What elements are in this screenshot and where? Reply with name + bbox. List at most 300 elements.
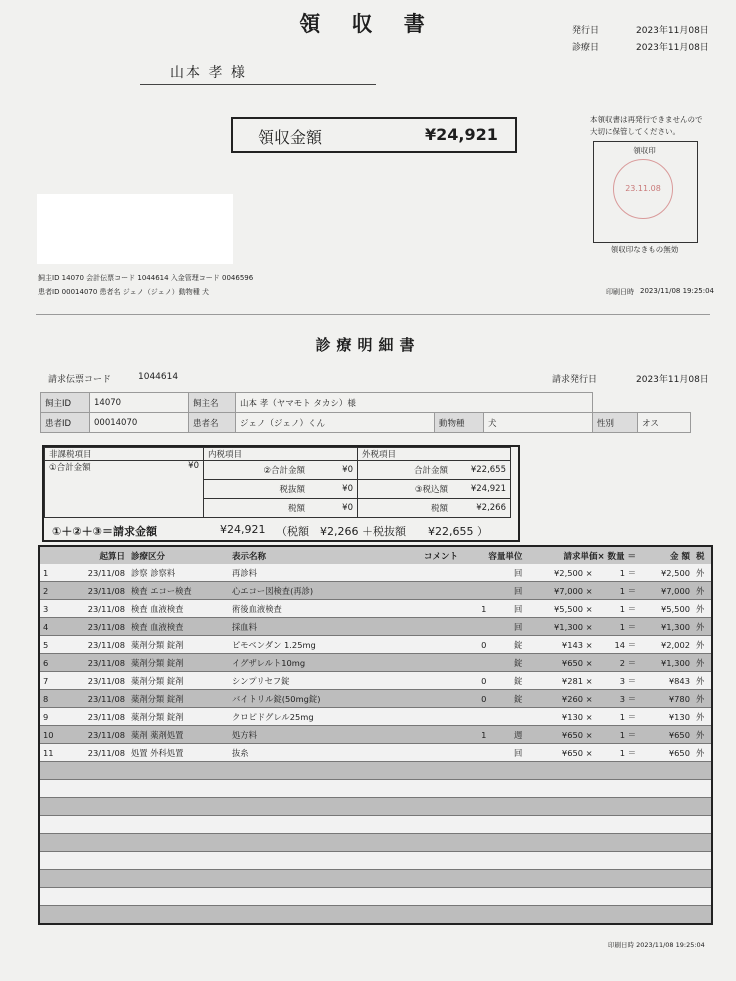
row-amount: ¥780: [639, 690, 693, 708]
row-date: 23/11/08: [60, 708, 128, 726]
empty-row: [39, 834, 712, 852]
empty-row: [39, 798, 712, 816]
col-unit: 容量単位: [461, 546, 525, 564]
row-unit: 週: [489, 726, 525, 744]
row-unit: 回: [489, 744, 525, 762]
empty-row: [39, 888, 712, 906]
row-qty-unit: [461, 564, 489, 582]
empty-row: [39, 852, 712, 870]
row-comment: [355, 762, 461, 780]
row-category: [128, 798, 229, 816]
row-comment: [355, 600, 461, 618]
row-price: [525, 870, 595, 888]
row-name: 術後血液検査: [229, 600, 355, 618]
nontax-cell: [45, 461, 204, 518]
row-price: [525, 852, 595, 870]
row-name: [229, 852, 355, 870]
row-category: 薬剤分類 錠剤: [128, 708, 229, 726]
row-amount: ¥650: [639, 744, 693, 762]
species-label: 動物種: [435, 413, 484, 433]
row-category: [128, 888, 229, 906]
row-qty: 1 ＝: [596, 618, 639, 636]
row-qty-unit: [461, 762, 489, 780]
row-unit: 回: [489, 564, 525, 582]
row-unit: [489, 888, 525, 906]
row-comment: [355, 690, 461, 708]
table-row: [39, 708, 712, 726]
visit-date: 2023年11月08日: [636, 43, 709, 53]
row-amount: ¥1,300: [639, 654, 693, 672]
row-price: ¥281 ×: [525, 672, 595, 690]
row-no: [39, 906, 60, 925]
row-unit: 回: [489, 582, 525, 600]
row-tax: [693, 870, 712, 888]
row-name: [229, 906, 355, 925]
row-qty: [596, 870, 639, 888]
row-amount: [639, 870, 693, 888]
row-no: [39, 888, 60, 906]
row-qty: 3 ＝: [596, 690, 639, 708]
grand-total-line: [44, 519, 518, 540]
row-unit: [489, 762, 525, 780]
row-unit: [489, 708, 525, 726]
row-category: [128, 780, 229, 798]
owner-id-label: 飼主ID: [41, 393, 90, 413]
row-qty-unit: 1: [461, 726, 489, 744]
row-tax: 外: [693, 708, 712, 726]
receipt-title: 領 収 書: [299, 12, 437, 36]
row-amount: [639, 762, 693, 780]
row-qty: [596, 906, 639, 925]
patient-info-table: [40, 392, 691, 433]
row-qty: [596, 816, 639, 834]
print-time: 2023/11/08 19:25:04: [640, 287, 715, 295]
empty-row: [39, 762, 712, 780]
row-tax: 外: [693, 636, 712, 654]
row-comment: [355, 726, 461, 744]
row-name: 再診料: [229, 564, 355, 582]
nontax-total: ¥0: [188, 461, 199, 471]
row-unit: [489, 852, 525, 870]
outer-tax-label: 税額: [358, 499, 453, 518]
row-no: 6: [39, 654, 60, 672]
patient-name: ジェノ（ジェノ）くん: [236, 413, 435, 433]
row-tax: 外: [693, 582, 712, 600]
stamp-seal: 23.11.08: [613, 159, 673, 219]
row-amount: [639, 780, 693, 798]
redacted-area: [37, 194, 233, 264]
row-date: [60, 762, 128, 780]
row-category: 検査 エコー検査: [128, 582, 229, 600]
row-unit: [489, 834, 525, 852]
row-name: [229, 780, 355, 798]
row-amount: [639, 798, 693, 816]
row-qty-unit: [461, 852, 489, 870]
owner-name: 山本 孝（ヤマモト タカシ）様: [236, 393, 593, 413]
outer-head: 外税項目: [358, 448, 511, 461]
row-qty: 1 ＝: [596, 600, 639, 618]
stamp-note: 領収印なきもの無効: [610, 245, 679, 254]
row-qty-unit: [461, 798, 489, 816]
row-comment: [355, 906, 461, 925]
row-category: 薬剤分類 錠剤: [128, 654, 229, 672]
row-no: [39, 780, 60, 798]
row-unit: 回: [489, 600, 525, 618]
row-date: [60, 888, 128, 906]
outer-incl: ¥24,921: [452, 480, 511, 499]
row-qty: 1 ＝: [596, 564, 639, 582]
row-no: [39, 762, 60, 780]
owner-id: 14070: [90, 393, 189, 413]
row-name: イグザレルト10mg: [229, 654, 355, 672]
row-tax: [693, 888, 712, 906]
row-no: 9: [39, 708, 60, 726]
row-name: 採血料: [229, 618, 355, 636]
row-qty: 1 ＝: [596, 582, 639, 600]
row-price: [525, 762, 595, 780]
row-name: [229, 834, 355, 852]
col-price-qty: 請求単価× 数量 ＝: [525, 546, 639, 564]
inner-tax: ¥0: [309, 499, 358, 518]
row-name: [229, 798, 355, 816]
tax-summary-table: [44, 447, 511, 518]
row-date: [60, 798, 128, 816]
inner-tax-label: 税額: [204, 499, 310, 518]
footer-print-label: 印刷日時: [608, 941, 634, 949]
col-name: 表示名称: [229, 546, 355, 564]
footer-print-value: 2023/11/08 19:25:04: [636, 941, 705, 949]
row-date: [60, 780, 128, 798]
row-amount: ¥650: [639, 726, 693, 744]
table-row: [39, 654, 712, 672]
row-qty: 2 ＝: [596, 654, 639, 672]
row-price: ¥650 ×: [525, 726, 595, 744]
row-date: 23/11/08: [60, 636, 128, 654]
row-category: [128, 834, 229, 852]
row-no: 4: [39, 618, 60, 636]
row-category: [128, 852, 229, 870]
col-comment: コメント: [355, 546, 461, 564]
reissue-note-line2: 大切に保管してください。: [590, 127, 680, 136]
grand-total-label: ①＋②＋③＝請求金額: [52, 525, 157, 538]
ids-line2: 患者ID 00014070 患者名 ジェノ（ジェノ）動物種 犬: [38, 288, 209, 296]
row-price: ¥1,300 ×: [525, 618, 595, 636]
row-price: ¥7,000 ×: [525, 582, 595, 600]
row-date: 23/11/08: [60, 672, 128, 690]
row-category: [128, 816, 229, 834]
row-qty-unit: [461, 780, 489, 798]
row-tax: [693, 780, 712, 798]
row-date: [60, 906, 128, 925]
row-unit: [489, 906, 525, 925]
outer-total: ¥22,655: [452, 461, 511, 480]
row-no: 3: [39, 600, 60, 618]
amount-label: 領収金額: [258, 128, 323, 147]
sex: オス: [638, 413, 691, 433]
row-qty: [596, 798, 639, 816]
row-qty: 1 ＝: [596, 744, 639, 762]
row-category: 処置 外科処置: [128, 744, 229, 762]
row-amount: ¥5,500: [639, 600, 693, 618]
row-qty-unit: [461, 870, 489, 888]
reissue-note: [590, 114, 703, 138]
table-row: [39, 672, 712, 690]
row-no: 2: [39, 582, 60, 600]
row-price: ¥130 ×: [525, 708, 595, 726]
addressee: 山本 孝 様: [170, 65, 247, 81]
row-qty-unit: [461, 834, 489, 852]
invoice-code-label: 請求伝票コード: [48, 375, 112, 385]
row-name: シンプリセフ錠: [229, 672, 355, 690]
row-category: 薬剤分類 錠剤: [128, 690, 229, 708]
col-date: 起算日: [60, 546, 128, 564]
table-row: [39, 618, 712, 636]
row-date: 23/11/08: [60, 690, 128, 708]
row-price: ¥260 ×: [525, 690, 595, 708]
row-tax: [693, 816, 712, 834]
row-amount: ¥2,002: [639, 636, 693, 654]
row-amount: [639, 888, 693, 906]
row-name: [229, 870, 355, 888]
grand-total-breakdown: （税額 ¥2,266 ＋税抜額 ¥22,655 ）: [276, 525, 488, 538]
table-row: [39, 726, 712, 744]
row-unit: [489, 870, 525, 888]
outer-incl-label: ③税込額: [358, 480, 453, 499]
owner-name-label: 飼主名: [189, 393, 236, 413]
table-row: [39, 690, 712, 708]
inner-total-label: ②合計金額: [204, 461, 310, 480]
row-date: [60, 816, 128, 834]
row-tax: [693, 852, 712, 870]
row-qty-unit: 0: [461, 672, 489, 690]
invoice-code: 1044614: [138, 372, 179, 382]
row-no: 7: [39, 672, 60, 690]
row-tax: 外: [693, 564, 712, 582]
row-name: クロピドグレル25mg: [229, 708, 355, 726]
row-tax: [693, 762, 712, 780]
empty-row: [39, 906, 712, 925]
row-comment: [355, 888, 461, 906]
row-qty-unit: 0: [461, 636, 489, 654]
row-name: 処方料: [229, 726, 355, 744]
row-qty-unit: [461, 618, 489, 636]
row-comment: [355, 852, 461, 870]
row-amount: [639, 906, 693, 925]
row-category: [128, 906, 229, 925]
row-qty: [596, 888, 639, 906]
ids-line1: 飼主ID 14070 会計伝票コード 1044614 入金管理コード 0046596: [38, 274, 254, 282]
row-amount: ¥7,000: [639, 582, 693, 600]
row-tax: 外: [693, 654, 712, 672]
row-no: [39, 834, 60, 852]
row-category: 診察 診察料: [128, 564, 229, 582]
row-qty: [596, 834, 639, 852]
row-comment: [355, 744, 461, 762]
row-comment: [355, 636, 461, 654]
row-name: [229, 816, 355, 834]
row-comment: [355, 834, 461, 852]
row-no: [39, 798, 60, 816]
col-amount: 金 額: [639, 546, 693, 564]
issue-date-label: 発行日: [572, 26, 600, 36]
row-comment: [355, 816, 461, 834]
row-no: 5: [39, 636, 60, 654]
row-qty: 1 ＝: [596, 726, 639, 744]
table-row: [39, 636, 712, 654]
row-name: [229, 762, 355, 780]
outer-total-label: 合計金額: [358, 461, 453, 480]
row-amount: [639, 816, 693, 834]
row-comment: [355, 798, 461, 816]
row-unit: 回: [489, 618, 525, 636]
row-unit: 錠: [489, 654, 525, 672]
row-price: ¥2,500 ×: [525, 564, 595, 582]
row-category: 検査 血液検査: [128, 618, 229, 636]
row-tax: [693, 798, 712, 816]
row-price: [525, 906, 595, 925]
row-price: ¥5,500 ×: [525, 600, 595, 618]
row-price: [525, 780, 595, 798]
row-qty-unit: [461, 582, 489, 600]
nontax-total-label: ①合計金額: [49, 463, 91, 473]
row-no: 1: [39, 564, 60, 582]
row-comment: [355, 870, 461, 888]
row-price: [525, 888, 595, 906]
row-unit: 錠: [489, 672, 525, 690]
row-qty: 3 ＝: [596, 672, 639, 690]
row-date: 23/11/08: [60, 726, 128, 744]
row-no: 10: [39, 726, 60, 744]
row-price: ¥143 ×: [525, 636, 595, 654]
visit-date-label: 診療日: [572, 43, 600, 53]
row-date: [60, 834, 128, 852]
outer-tax: ¥2,266: [452, 499, 511, 518]
row-date: 23/11/08: [60, 618, 128, 636]
stamp-title: 領収印: [633, 146, 656, 155]
row-category: 薬剤分類 錠剤: [128, 672, 229, 690]
row-tax: 外: [693, 690, 712, 708]
row-name: バイトリル錠(50mg錠): [229, 690, 355, 708]
row-comment: [355, 672, 461, 690]
section-divider: [36, 314, 710, 315]
row-category: [128, 762, 229, 780]
row-category: [128, 870, 229, 888]
row-qty: 1 ＝: [596, 708, 639, 726]
row-unit: [489, 816, 525, 834]
row-comment: [355, 780, 461, 798]
row-no: [39, 870, 60, 888]
sex-label: 性別: [593, 413, 638, 433]
row-no: [39, 816, 60, 834]
row-tax: [693, 906, 712, 925]
row-tax: 外: [693, 726, 712, 744]
row-amount: ¥843: [639, 672, 693, 690]
row-no: 11: [39, 744, 60, 762]
row-qty-unit: [461, 654, 489, 672]
row-no: [39, 852, 60, 870]
invoice-issue-date: 2023年11月08日: [636, 375, 709, 385]
inner-excl: ¥0: [309, 480, 358, 499]
row-comment: [355, 654, 461, 672]
col-no: [39, 546, 60, 564]
row-tax: 外: [693, 618, 712, 636]
row-comment: [355, 582, 461, 600]
table-row: [39, 564, 712, 582]
row-amount: ¥130: [639, 708, 693, 726]
row-category: 薬剤 薬剤処置: [128, 726, 229, 744]
table-row: [39, 600, 712, 618]
detail-title: 診療明細書: [315, 336, 421, 354]
row-comment: [355, 618, 461, 636]
row-date: 23/11/08: [60, 582, 128, 600]
row-date: 23/11/08: [60, 600, 128, 618]
row-price: ¥650 ×: [525, 744, 595, 762]
patient-name-label: 患者名: [189, 413, 236, 433]
row-qty-unit: [461, 744, 489, 762]
row-price: [525, 816, 595, 834]
grand-total-value: ¥24,921: [220, 523, 266, 536]
row-amount: [639, 834, 693, 852]
row-name: ピモベンダン 1.25mg: [229, 636, 355, 654]
row-date: [60, 870, 128, 888]
empty-row: [39, 780, 712, 798]
row-qty: [596, 762, 639, 780]
print-time-label: 印刷日時: [606, 288, 634, 296]
row-unit: 錠: [489, 636, 525, 654]
row-price: [525, 834, 595, 852]
inner-excl-label: 税抜額: [204, 480, 310, 499]
row-tax: 外: [693, 600, 712, 618]
inner-total: ¥0: [309, 461, 358, 480]
addressee-underline: [140, 84, 376, 85]
row-qty-unit: 1: [461, 600, 489, 618]
row-tax: 外: [693, 672, 712, 690]
col-category: 診療区分: [128, 546, 229, 564]
row-comment: [355, 564, 461, 582]
row-tax: [693, 834, 712, 852]
row-amount: [639, 852, 693, 870]
row-qty-unit: 0: [461, 690, 489, 708]
amount-value: ¥24,921: [425, 125, 498, 144]
invoice-issue-label: 請求発行日: [552, 375, 598, 385]
row-qty-unit: [461, 708, 489, 726]
row-unit: [489, 798, 525, 816]
row-qty: [596, 780, 639, 798]
table-row: [39, 582, 712, 600]
row-unit: [489, 780, 525, 798]
reissue-note-line1: 本領収書は再発行できませんので: [590, 115, 703, 124]
inner-head: 内税項目: [204, 448, 358, 461]
items-table: [38, 545, 713, 925]
row-amount: ¥1,300: [639, 618, 693, 636]
nontax-head: 非課税項目: [45, 448, 204, 461]
patient-id-label: 患者ID: [41, 413, 90, 433]
col-tax: 税: [693, 546, 712, 564]
row-no: 8: [39, 690, 60, 708]
items-body: [39, 564, 712, 924]
row-date: 23/11/08: [60, 744, 128, 762]
row-name: 抜糸: [229, 744, 355, 762]
row-category: 検査 血液検査: [128, 600, 229, 618]
row-date: [60, 852, 128, 870]
patient-id: 00014070: [90, 413, 189, 433]
row-amount: ¥2,500: [639, 564, 693, 582]
row-date: 23/11/08: [60, 564, 128, 582]
species: 犬: [484, 413, 593, 433]
row-comment: [355, 708, 461, 726]
footer-print: [608, 940, 705, 949]
row-qty-unit: [461, 906, 489, 925]
